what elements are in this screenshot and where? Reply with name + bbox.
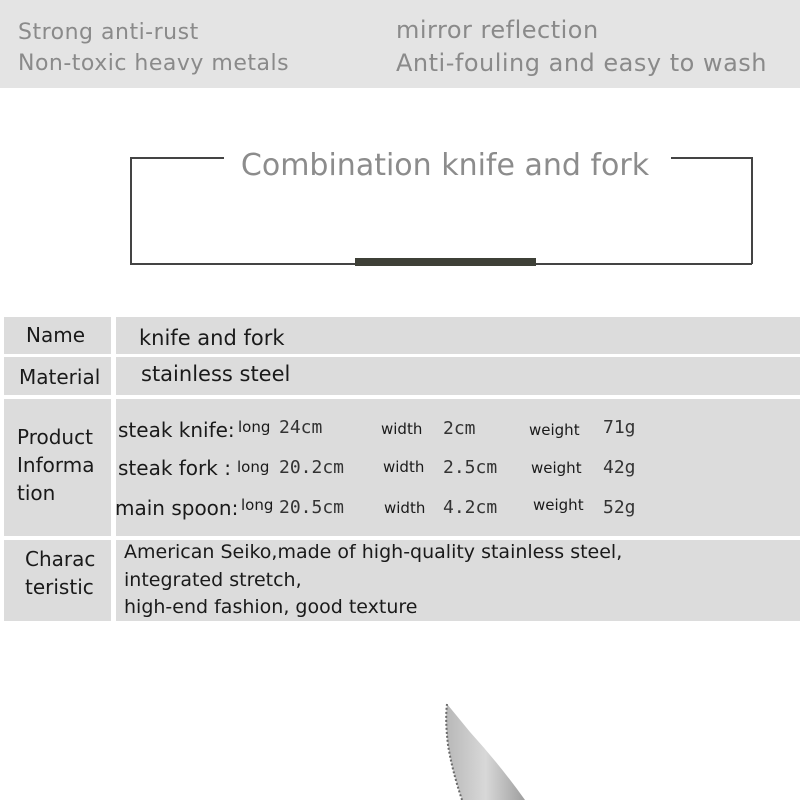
width-label: width: [383, 458, 425, 476]
long-value: 20.5cm: [279, 497, 345, 518]
long-value: 24cm: [279, 417, 323, 438]
width-label: width: [384, 499, 426, 517]
product-info-label-line1: Product: [17, 425, 93, 449]
long-label: long: [238, 418, 271, 436]
product-row-spoon: [115, 491, 798, 521]
characteristic-label-line2: teristic: [25, 575, 94, 599]
frame-accent-bar: [355, 258, 536, 266]
product-name: steak fork :: [118, 456, 231, 480]
page-title: Combination knife and fork: [240, 148, 650, 183]
width-value: 2.5cm: [443, 457, 498, 478]
frame-top-right: [671, 157, 752, 159]
feature-anti-fouling: Anti-fouling and easy to wash: [396, 49, 767, 77]
knife-blade-image: [0, 640, 800, 800]
name-label: Name: [26, 323, 86, 347]
characteristic-label-line1: Charac: [25, 547, 96, 571]
product-row-fork: [118, 453, 798, 483]
feature-anti-rust: Strong anti-rust: [18, 20, 199, 45]
frame-top-left: [130, 157, 224, 159]
product-name: main spoon:: [115, 496, 239, 520]
long-label: long: [241, 496, 274, 514]
product-info-label-line3: tion: [17, 481, 56, 505]
long-value: 20.2cm: [279, 457, 345, 478]
frame-left: [130, 157, 132, 264]
product-name: steak knife:: [118, 418, 235, 442]
weight-label: weight: [531, 459, 582, 477]
characteristic-line: integrated stretch,: [124, 568, 302, 591]
characteristic-text: [124, 539, 622, 622]
characteristic-line: high-end fashion, good texture: [124, 596, 418, 618]
weight-label: weight: [533, 496, 584, 514]
weight-value: 42g: [603, 457, 636, 478]
weight-label: weight: [529, 421, 580, 439]
long-label: long: [237, 458, 270, 476]
frame-right: [751, 157, 753, 264]
width-label: width: [381, 420, 423, 438]
width-value: 4.2cm: [443, 497, 498, 518]
product-info-label-line2: Informa: [17, 453, 95, 477]
product-row-knife: [118, 415, 798, 445]
feature-mirror: mirror reflection: [396, 16, 599, 44]
name-value: knife and fork: [139, 326, 285, 350]
weight-value: 52g: [603, 497, 636, 518]
feature-non-toxic: Non-toxic heavy metals: [18, 51, 290, 76]
weight-value: 71g: [603, 417, 636, 438]
characteristic-line: American Seiko,made of high-quality stainless steel,: [124, 541, 623, 563]
feature-banner: [0, 0, 800, 88]
material-value: stainless steel: [141, 362, 291, 386]
material-label: Material: [19, 365, 101, 389]
width-value: 2cm: [443, 418, 476, 439]
